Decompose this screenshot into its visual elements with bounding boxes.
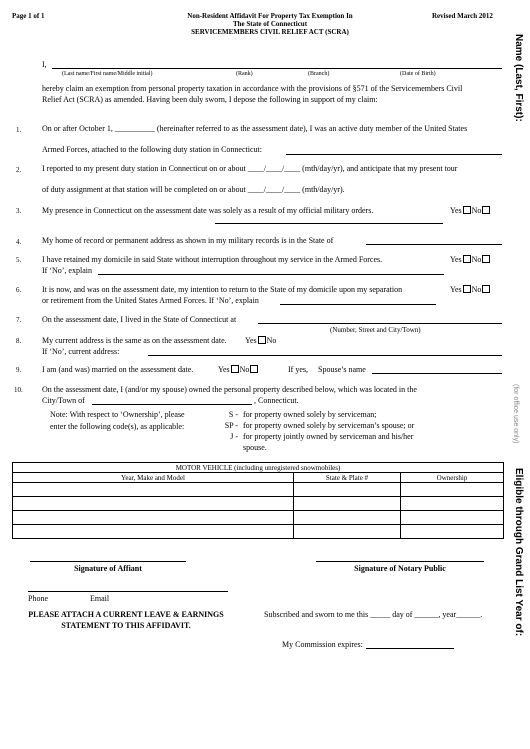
- item-8-text-2: If ‘No’, current address:: [42, 347, 120, 356]
- no-label: No: [471, 255, 482, 264]
- rank-label: (Rank): [236, 71, 253, 77]
- yes-label: Yes: [218, 365, 230, 374]
- item-10-text: On the assessment date, I (and/or my spouse) owned the personal property described below, which was located in the: [42, 385, 417, 394]
- item-2-text: I reported to my present duty station in Connecticut on or about ____/____/____ (mth/day/yr), and anticipate that my present tour: [42, 164, 458, 173]
- claim-paragraph-1: hereby claim an exemption from personal property taxation in accordance with the provisions of §571 of the Servicemembers Civil: [42, 84, 463, 93]
- ownership-code-desc: for property owned solely by serviceman’s spouse; or: [243, 421, 415, 430]
- attach-notice-1: PLEASE ATTACH A CURRENT LEAVE & EARNINGS: [28, 610, 224, 619]
- item-8-yes-no[interactable]: [245, 336, 276, 345]
- item-number: 9.: [16, 366, 22, 374]
- item-number: 5.: [16, 256, 22, 264]
- plate-cell[interactable]: [294, 525, 401, 539]
- domicile-explain-line[interactable]: [98, 274, 444, 275]
- form-title: Non-Resident Affidavit For Property Tax Exemption In: [187, 12, 353, 20]
- table-caption: MOTOR VEHICLE (including unregistered snowmobiles): [13, 463, 504, 473]
- current-address-line[interactable]: [148, 355, 502, 356]
- item-number: 2.: [16, 166, 22, 174]
- no-checkbox[interactable]: [463, 206, 471, 214]
- form-act: SERVICEMEMBERS CIVIL RELIEF ACT (SCRA): [191, 28, 349, 36]
- affiant-signature-label: Signature of Affiant: [74, 564, 142, 573]
- column-header: State & Plate #: [294, 473, 401, 483]
- checkbox[interactable]: [482, 255, 490, 263]
- if-yes-label: If yes,: [288, 365, 308, 374]
- city-town-line[interactable]: [92, 404, 252, 405]
- phone-label: Phone: [28, 594, 48, 603]
- item-number: 7.: [16, 316, 22, 324]
- yes-label: Yes: [450, 255, 462, 264]
- vehicle-cell[interactable]: [13, 497, 294, 511]
- table-row: [13, 511, 504, 525]
- ownership-code: SP -: [224, 421, 238, 430]
- name-rank-line[interactable]: [52, 68, 502, 69]
- column-header: Year, Make and Model: [13, 473, 294, 483]
- sworn-statement: Subscribed and sworn to me this _____ day of ______, year______.: [264, 610, 483, 619]
- ownership-note-1: Note: With respect to ‘Ownership’, please: [50, 410, 185, 419]
- item-6-text-2: or retirement from the United States Armed Forces. If ‘No’, explain: [42, 296, 259, 305]
- commission-line[interactable]: [366, 648, 454, 649]
- name-label: (Last name/First name/Middle initial): [62, 71, 153, 77]
- vehicle-cell[interactable]: [13, 483, 294, 497]
- commission-label: My Commission expires:: [282, 640, 363, 649]
- no-label: No: [471, 285, 482, 294]
- item-2-text-2: of duty assignment at that station will be completed on or about ____/____/____ (mth/day/yr).: [42, 185, 345, 194]
- duty-station-line[interactable]: [286, 154, 502, 155]
- item-number: 8.: [16, 337, 22, 345]
- table-row: [13, 483, 504, 497]
- item-3-yes-no[interactable]: [450, 206, 491, 215]
- ownership-cell[interactable]: [401, 511, 504, 525]
- i-label: I,: [42, 60, 47, 69]
- dob-label: (Date of Birth): [400, 71, 436, 77]
- intention-explain-line[interactable]: [280, 304, 436, 305]
- ownership-cell[interactable]: [401, 483, 504, 497]
- notary-signature-line[interactable]: [316, 561, 484, 562]
- spouse-name-label: Spouse’s name: [318, 365, 366, 374]
- claim-paragraph-2: Relief Act (SCRA) as amended. Having been duly sworn, I depose the following in support of my claim:: [42, 95, 378, 104]
- item-6-yes-no[interactable]: [450, 285, 491, 294]
- item-5-text: I have retained my domicile in said State without interruption throughout my service in the Armed Forces.: [42, 255, 383, 264]
- ownership-cell[interactable]: [401, 497, 504, 511]
- ownership-note-2: enter the following code(s), as applicable:: [50, 422, 185, 431]
- item-3-text: My presence in Connecticut on the assessment date was solely as a result of my official military orders.: [42, 206, 374, 215]
- checkbox[interactable]: [482, 285, 490, 293]
- item-9-text: I am (and was) married on the assessment date.: [42, 365, 194, 374]
- motor-vehicle-table: [12, 462, 504, 539]
- ownership-code-desc-cont: spouse.: [243, 443, 267, 452]
- item-number: 6.: [16, 286, 22, 294]
- branch-label: (Branch): [308, 71, 330, 77]
- item-9-yes-no[interactable]: [218, 365, 259, 374]
- sidebar-office-use: (for office use only): [512, 384, 519, 444]
- item-4-text: My home of record or permanent address as shown in my military records is in the State of: [42, 236, 334, 245]
- item-number: 3.: [16, 207, 22, 215]
- checkbox[interactable]: [463, 255, 471, 263]
- spouse-name-line[interactable]: [372, 373, 502, 374]
- no-label: No: [471, 206, 482, 215]
- checkbox[interactable]: [463, 285, 471, 293]
- item-7-text: On the assessment date, I lived in the State of Connecticut at: [42, 315, 237, 324]
- item-6-text: It is now, and was on the assessment date, my intention to return to the State of my domicile upon my separation: [42, 285, 403, 294]
- table-row: [13, 497, 504, 511]
- yes-label: Yes: [450, 285, 462, 294]
- item-number: 1.: [16, 126, 22, 134]
- item-10-text-2: City/Town of: [42, 396, 85, 405]
- orders-line[interactable]: [215, 223, 443, 224]
- yes-label: Yes: [450, 206, 462, 215]
- item-8-text: My current address is the same as on the assessment date.: [42, 336, 227, 345]
- home-state-line[interactable]: [366, 244, 502, 245]
- page-number: Page 1 of 1: [12, 12, 45, 20]
- plate-cell[interactable]: [294, 511, 401, 525]
- form-subtitle: The State of Connecticut: [232, 20, 308, 28]
- vehicle-cell[interactable]: [13, 525, 294, 539]
- table-row: [13, 525, 504, 539]
- revision-date: Revised March 2012: [432, 12, 493, 20]
- vehicle-cell[interactable]: [13, 511, 294, 525]
- column-header: Ownership: [401, 473, 504, 483]
- no-label: No: [266, 336, 277, 345]
- email-label: Email: [90, 594, 110, 603]
- item-5-yes-no[interactable]: [450, 255, 491, 264]
- ownership-code: S -: [228, 410, 238, 419]
- sidebar-name-label: Name (Last, First):: [513, 34, 524, 122]
- ownership-code-desc: for property jointly owned by serviceman and his/her: [243, 432, 414, 441]
- notary-signature-label: Signature of Notary Public: [354, 564, 446, 573]
- address-label: (Number, Street and City/Town): [330, 326, 421, 334]
- yes-label: Yes: [245, 336, 257, 345]
- checkbox[interactable]: [482, 206, 490, 214]
- item-number: 4.: [16, 238, 22, 246]
- item-number: 10.: [14, 386, 23, 394]
- item-1-text-2: Armed Forces, attached to the following duty station in Connecticut:: [42, 145, 262, 154]
- connecticut-label: , Connecticut.: [254, 396, 299, 405]
- phone-email-line[interactable]: [28, 591, 228, 592]
- affiant-signature-line[interactable]: [30, 561, 186, 562]
- ownership-code-desc: for property owned solely by serviceman;: [243, 410, 377, 419]
- checkbox[interactable]: [231, 365, 239, 373]
- ownership-code: J -: [230, 432, 238, 441]
- checkbox[interactable]: [250, 365, 258, 373]
- plate-cell[interactable]: [294, 483, 401, 497]
- plate-cell[interactable]: [294, 497, 401, 511]
- residence-address-line[interactable]: [258, 323, 502, 324]
- no-label: No: [239, 365, 250, 374]
- sidebar-eligible-label: Eligible through Grand List Year of:: [513, 468, 524, 637]
- item-1-text: On or after October 1, __________ (hereinafter referred to as the assessment date), I was an active duty member of the United States: [42, 124, 468, 133]
- attach-notice-2: STATEMENT TO THIS AFFIDAVIT.: [61, 621, 191, 630]
- item-5-text-2: If ‘No’, explain: [42, 266, 92, 275]
- checkbox[interactable]: [258, 336, 266, 344]
- ownership-cell[interactable]: [401, 525, 504, 539]
